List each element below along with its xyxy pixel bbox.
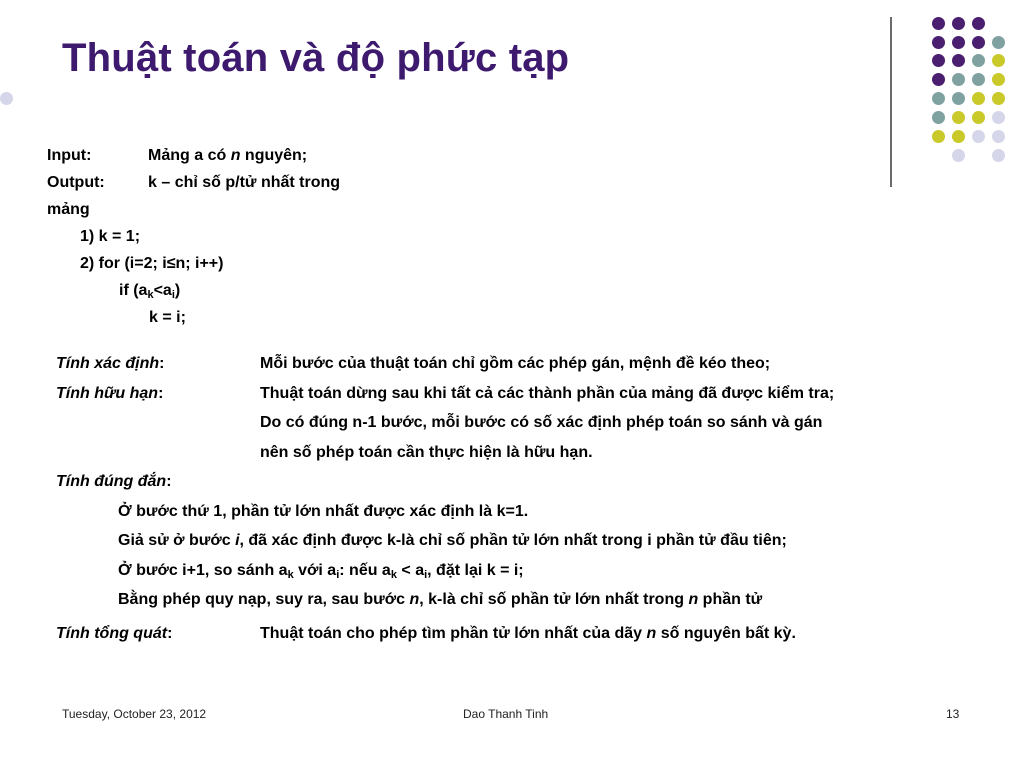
property-term: Tính tổng quát [56,624,168,642]
decorative-dot [992,54,1005,67]
property-desc: Ở bước thứ 1, phần tử lớn nhất được xác định là k=1. [118,502,529,520]
property-desc: Mỗi bước của thuật toán chỉ gồm các phép gán, mệnh đề kéo theo; [260,355,771,372]
decorative-dot [972,73,985,86]
property-general: Tính tổng quát: Thuật toán cho phép tìm phần tử lớn nhất của dãy n số nguyên bất kỳ. [56,619,1016,649]
var-n: n [230,147,241,164]
property-desc: Giả sử ở bước i, đã xác định được k-là chỉ số phần tử lớn nhất trong i phần tử đầu tiên; [118,532,787,549]
decorative-dot [932,36,945,49]
decorative-dot [932,73,945,86]
footer-author: Dao Thanh Tinh [463,707,549,721]
properties-block [56,349,1016,648]
property-desc: Do có đúng n-1 bước, mỗi bước có số xác định phép toán so sánh và gán [260,414,823,431]
output-text: k – chỉ số p/tử nhất trong [148,174,341,191]
decorative-dot [952,111,965,124]
decorative-dot [932,111,945,124]
footer-page-number: 13 [946,707,960,721]
decorative-dot [972,54,985,67]
output-label: Output: [47,174,105,191]
property-desc: Thuật toán cho phép tìm phần tử lớn nhất của dãy n số nguyên bất kỳ. [260,624,796,642]
decorative-dot [992,92,1005,105]
footer-date: Tuesday, October 23, 2012 [62,707,207,721]
property-desc: nên số phép toán cần thực hiện là hữu hạn. [260,443,593,461]
property-definite: Tính xác định: Mỗi bước của thuật toán chỉ gồm các phép gán, mệnh đề kéo theo; [56,349,1016,379]
decorative-dot [952,54,965,67]
property-desc: Ở bước i+1, so sánh $a_k$ với $a_i$: nếu $a_k < a_i$, đặt lại k = i; [118,561,524,581]
decorative-dot [932,92,945,105]
decorative-dot [932,17,945,30]
input-text: Mảng a có n nguyên; [148,147,308,164]
property-correct: Tính đúng đắn: [56,473,172,490]
property-finite: Tính hữu hạn: Thuật toán dừng sau khi tất cả các thành phần của mảng đã được kiểm tra; [56,379,1016,409]
decorative-dot [972,17,985,30]
decorative-dot [952,149,965,162]
decorative-dot [972,111,985,124]
vertical-divider [890,17,892,187]
decorative-dot [952,73,965,86]
decorative-dot [952,36,965,49]
input-label: Input: [47,147,92,164]
decorative-dot [972,36,985,49]
decorative-dot [992,149,1005,162]
decorative-dot [972,130,985,143]
decorative-dot [952,17,965,30]
property-term: Tính hữu hạn [56,384,159,402]
decorative-dot [952,130,965,143]
decorative-dot [992,130,1005,143]
property-desc: Thuật toán dừng sau khi tất cả các thành phần của mảng đã được kiểm tra; [260,384,835,402]
decorative-dot [972,92,985,105]
decorative-dot [952,92,965,105]
slide-title: Thuật toán và độ phức tạp [62,36,570,80]
decorative-dot [932,130,945,143]
decorative-dot [0,92,13,105]
property-term: Tính xác định [56,355,160,372]
decorative-dot [992,73,1005,86]
less-equal-symbol: ≤ [166,255,176,272]
property-desc: Bằng phép quy nạp, suy ra, sau bước n, k-là chỉ số phần tử lớn nhất trong n phần tử [118,591,763,608]
decorative-dot [932,54,945,67]
decorative-dot [992,111,1005,124]
decorative-dot [992,36,1005,49]
property-term: Tính đúng đắn [56,473,167,490]
